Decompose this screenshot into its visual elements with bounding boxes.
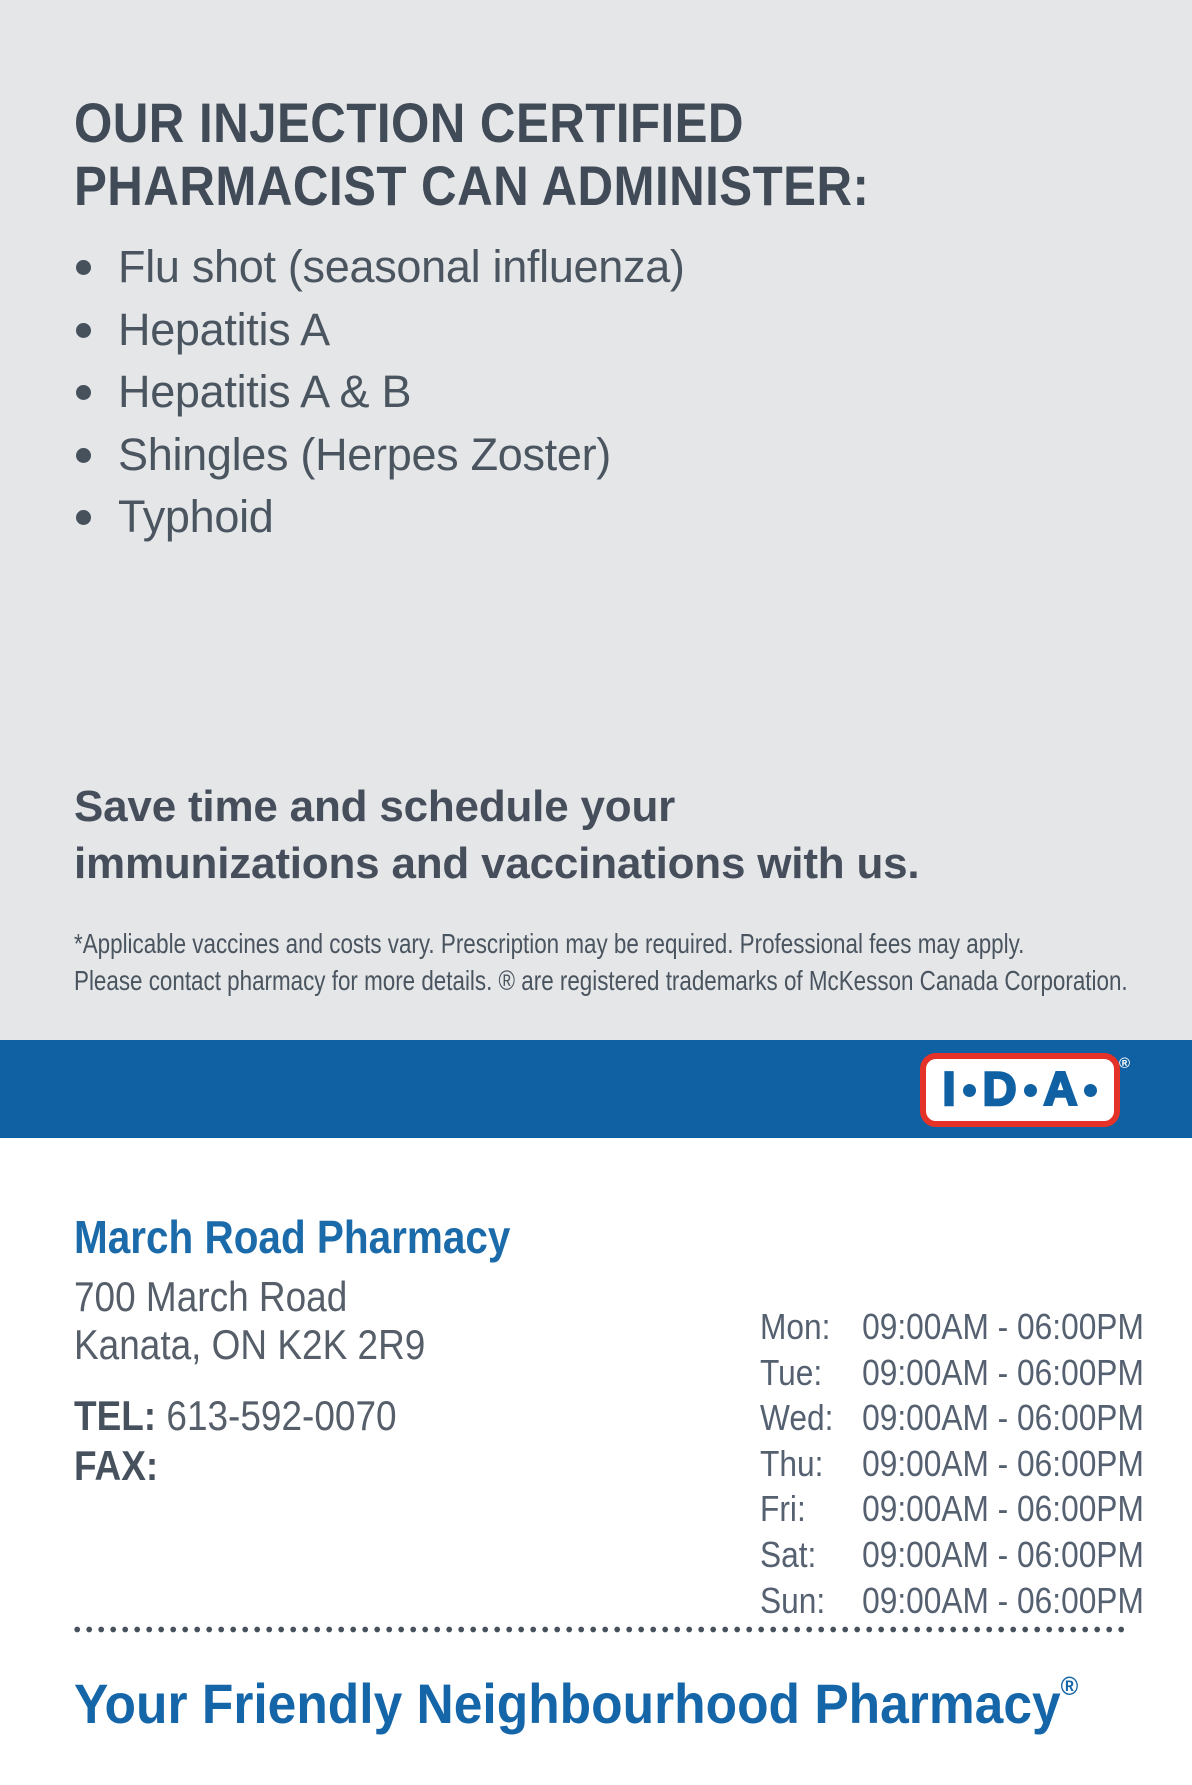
hours-day-label: Fri: <box>760 1488 806 1530</box>
pharmacy-address <box>74 1273 425 1369</box>
hours-row <box>760 1304 1144 1350</box>
disclaimer-line-1: *Applicable vaccines and costs vary. Prescription may be required. Professional fees may apply. <box>74 928 1025 959</box>
contact-block <box>74 1391 397 1491</box>
tel-value: 613-592-0070 <box>166 1392 397 1439</box>
hours-time-value: 09:00AM - 06:00PM <box>862 1397 1144 1439</box>
hours-row <box>760 1486 1144 1532</box>
tagline-registered-mark: ® <box>1060 1671 1079 1701</box>
fax-row <box>74 1441 397 1491</box>
hours-row <box>760 1395 1144 1441</box>
ida-logo-letter: D <box>982 1061 1017 1115</box>
headline-line-1: OUR INJECTION CERTIFIED <box>74 91 744 154</box>
ida-logo-dot-icon <box>1084 1084 1097 1097</box>
tagline-text: Your Friendly Neighbourhood Pharmacy <box>74 1672 1061 1735</box>
tagline <box>74 1655 1078 1735</box>
hours-row <box>760 1350 1144 1396</box>
hours-time-value: 09:00AM - 06:00PM <box>862 1579 1144 1621</box>
vaccine-list-item: Typhoid <box>74 486 685 549</box>
cta-line-2: immunizations and vaccinations with us. <box>74 839 920 888</box>
hours-day-label: Wed: <box>760 1397 834 1439</box>
hours-day-label: Thu: <box>760 1442 824 1484</box>
vaccine-list-item: Hepatitis A & B <box>74 361 685 424</box>
ida-registered-mark: ® <box>1118 1055 1130 1072</box>
brand-band <box>0 1040 1192 1138</box>
hours-row <box>760 1441 1144 1487</box>
hours-day-label: Mon: <box>760 1306 831 1347</box>
hours-day-label: Sat: <box>760 1533 817 1575</box>
hours-time-value: 09:00AM - 06:00PM <box>862 1442 1144 1484</box>
tel-label: TEL: <box>74 1392 157 1439</box>
vaccine-list-item: Shingles (Herpes Zoster) <box>74 424 685 487</box>
ida-logo-letter: I <box>942 1061 956 1115</box>
hours-time-value: 09:00AM - 06:00PM <box>862 1306 1144 1347</box>
ida-logo-dot-icon <box>1024 1084 1037 1097</box>
hours-row <box>760 1578 1144 1624</box>
hours-table <box>760 1304 1144 1623</box>
headline <box>74 91 869 217</box>
hours-time-value: 09:00AM - 06:00PM <box>862 1488 1144 1530</box>
address-line-2: Kanata, ON K2K 2R9 <box>74 1321 426 1368</box>
vaccine-list-item: Hepatitis A <box>74 299 685 362</box>
address-line-1: 700 March Road <box>74 1273 348 1320</box>
ida-logo-dot-icon <box>963 1084 976 1097</box>
tel-row <box>74 1391 397 1441</box>
disclaimer-text <box>74 925 1128 999</box>
hours-time-value: 09:00AM - 06:00PM <box>862 1351 1144 1393</box>
hours-row <box>760 1532 1144 1578</box>
fax-label: FAX: <box>74 1442 159 1489</box>
cta-text <box>74 778 919 892</box>
vaccine-list-item: Flu shot (seasonal influenza) <box>74 236 685 299</box>
hours-time-value: 09:00AM - 06:00PM <box>862 1533 1144 1575</box>
headline-line-2: PHARMACIST CAN ADMINISTER: <box>74 154 870 217</box>
cta-line-1: Save time and schedule your <box>74 782 676 831</box>
hours-day-label: Tue: <box>760 1351 823 1393</box>
disclaimer-line-2: Please contact pharmacy for more details. ® are registered trademarks of McKesson Canada Corporation. <box>74 965 1128 996</box>
hours-day-label: Sun: <box>760 1579 826 1621</box>
dotted-divider <box>74 1626 1124 1633</box>
pharmacy-name: March Road Pharmacy <box>74 1211 511 1263</box>
ida-logo-letter: A <box>1043 1061 1078 1115</box>
vaccine-list <box>74 236 685 549</box>
ida-logo <box>920 1053 1130 1127</box>
